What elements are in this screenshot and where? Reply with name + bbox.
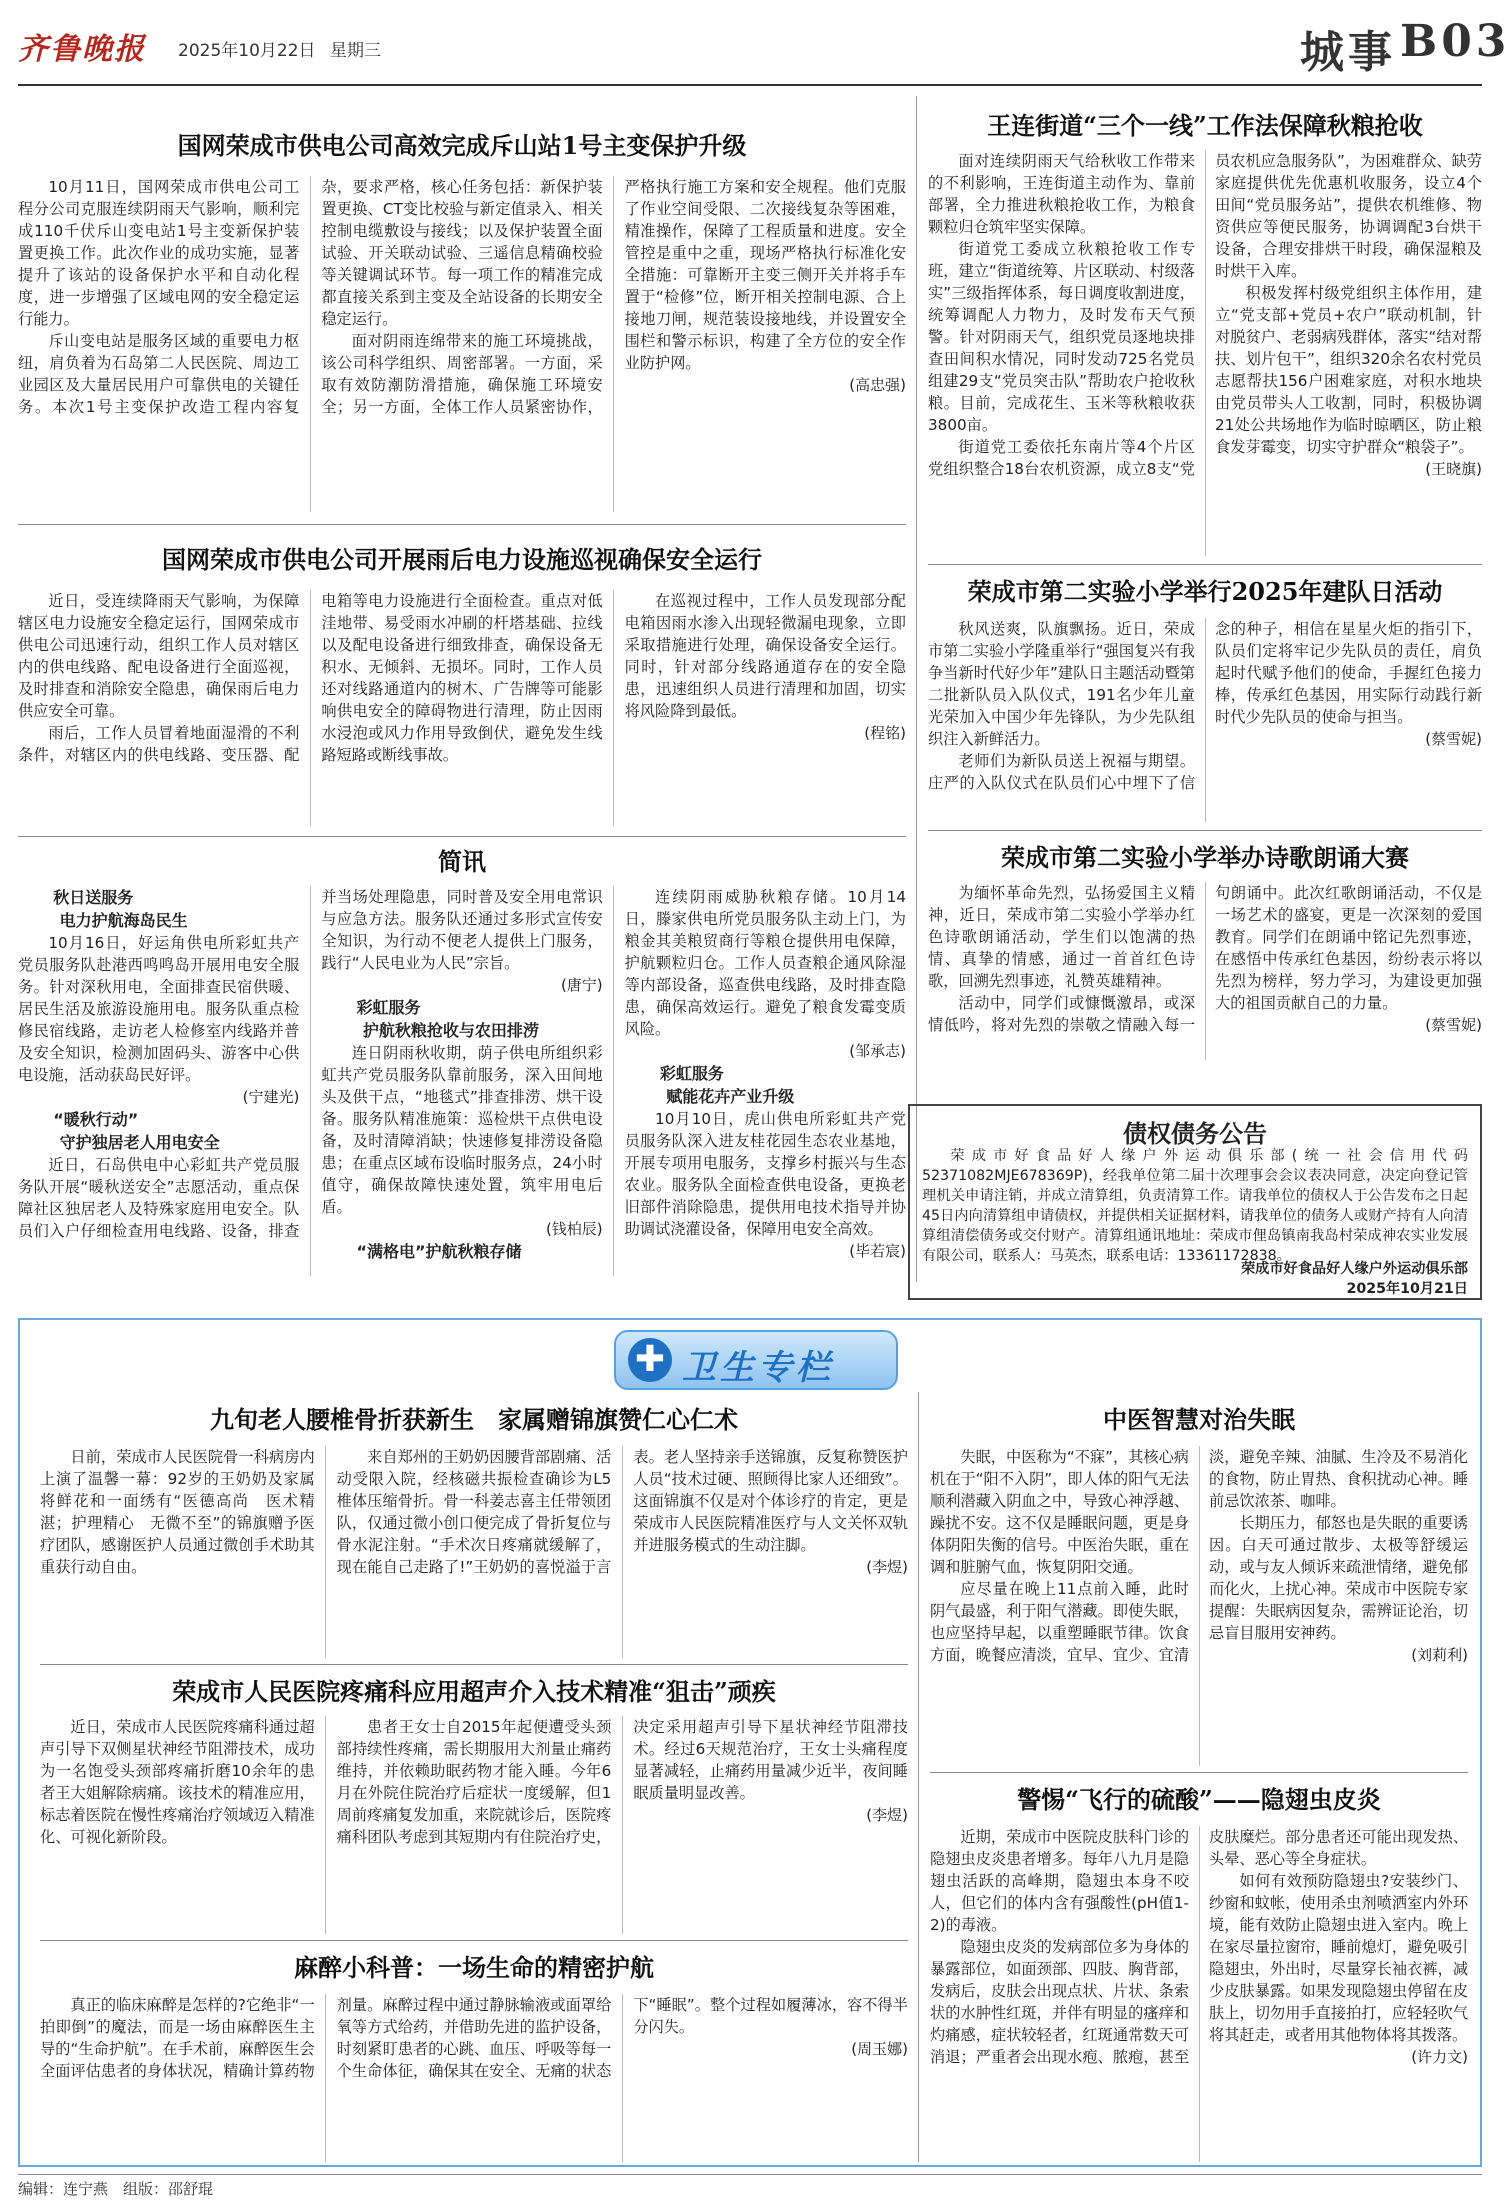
brief-heading: 彩虹服务 xyxy=(659,1064,724,1083)
divider xyxy=(40,1664,908,1665)
paragraph: 10月11日，国网荣成市供电公司工程分公司克服连续阴雨天气影响，顺利完成110千伏斥山变电站1号主变新保护装置更换工作。此次作业的成功实施，显著提升了该站的设备保护水平和自动化程度，进一步增强了区域电网的安全稳定运行能力。 xyxy=(18,178,300,328)
article-title: 王连街道“三个一线”工作法保障秋粮抢收 xyxy=(987,111,1423,140)
article-body xyxy=(930,1826,1468,2162)
brief-text: 连日阴雨秋收期，荫子供电所组织彩虹共产党员服务队靠前服务，深入田间地头及供干点，“地毯式”排查排涝、烘干设备。服务队精准施策：巡检烘干点供电设备，及时清障消缺；快速修复排涝设备隐患；在重点区域布设临时服务点，24小时值守，确保故障快速处置，筑牢用电后盾。 xyxy=(321,1044,603,1216)
divider xyxy=(40,1940,908,1941)
byline: (李煜) xyxy=(866,1558,908,1576)
masthead-rule xyxy=(18,84,1482,86)
divider xyxy=(18,836,906,837)
byline: (毕若宸) xyxy=(849,1242,906,1260)
byline: (程铭) xyxy=(864,724,906,742)
column-rule xyxy=(918,1392,919,2162)
article-team-day xyxy=(928,568,1482,824)
brief-subheading: 电力护航海岛民生 xyxy=(59,911,188,930)
paragraph: 活动中，同学们或慷慨激昂，或深情低吟，将对先烈的崇敬之情融入每一句朗诵中。此次红歌朗诵活动，不仅是一场艺术的盛宴，更是一次深刻的爱国教育。同学们在朗诵中铭记先烈事迹，在感悟中传承红色基因，纷纷表示将以先烈为榜样，努力学习，为建设更加强大的祖国贡献自己的力量。 xyxy=(928,884,1482,1034)
brief-heading: “满格电”护航秋粮存储 xyxy=(356,1242,522,1261)
brief-text: 10月10日，虎山供电所彩虹共产党员服务队深入进友桂花园生态农业基地，开展专项用电服务，支撑乡村振兴与生态农业。服务队全面检查供电设备，更换老旧部件消除隐患，提供用电技术指导并协助调试浇灌设备，保障用电安全高效。 xyxy=(624,1110,906,1238)
article-insomnia xyxy=(930,1392,1468,1768)
article-rove-beetle xyxy=(930,1776,1468,2164)
brief-heading: “暖秋行动” xyxy=(53,1110,139,1129)
paragraph: 日前，荣成市人民医院骨一科病房内上演了温馨一幕：92岁的王奶奶及家属将鲜花和一面绣有“医德高尚 医术精湛；护理精心 无微不至”的锦旗赠予医疗团队，感谢医护人员通过微创手术助其重获行动自由。 xyxy=(40,1448,315,1576)
masthead xyxy=(18,16,1510,78)
article-body xyxy=(40,1994,908,2162)
article-body xyxy=(18,176,906,512)
notice-title: 债权债务公告 xyxy=(1123,1119,1267,1148)
article-body xyxy=(928,882,1482,1060)
paragraph: 长期压力，郁怒也是失眠的重要诱因。白天可通过散步、太极等舒缓运动，或与友人倾诉来疏泄情绪，避免郁而化火，上扰心神。荣成市中医院专家提醒：失眠病因复杂，需辨证论治，切忌盲目服用安神药。 xyxy=(1209,1514,1468,1642)
byline: (周玉娜) xyxy=(851,2040,908,2058)
byline: (李煜) xyxy=(866,1806,908,1824)
article-pain-clinic xyxy=(40,1668,908,1936)
paragraph: 隐翅虫皮炎的发病部位多为身体的暴露部位，如面颈部、四肢、胸背部，发病后，皮肤会出现点状、片状、条索状的水肿性红斑，并伴有明显的瘙痒和灼痛感，症状较轻者，红斑通常数天可消退；严重者会出现水疱、脓疱，甚至皮肤糜烂。部分患者还可能出现发热、头晕、恶心等全身症状。 xyxy=(930,1828,1468,2066)
briefs-body xyxy=(18,886,906,1276)
brief-heading: 秋日送服务 xyxy=(53,888,134,907)
paragraph: 斥山变电站是服务区域的重要电力枢纽，肩负着为石岛第二人民医院、周边工业园区及大量居民用户可靠供电的关键任务。本次1号主变保护改造工程内容复杂，要求严格，核心任务包括：新保护装置更换、CT变比校验与新定值录入、相关控制电缆敷设与接线；以及保护装置全面试验、开关联动试验、三遥信息精确校验等关键调试环节。每一项工作的精准完成都直接关系到主变及全站设备的长期安全稳定运行。 xyxy=(18,178,603,416)
article-body xyxy=(40,1446,908,1658)
article-body xyxy=(928,150,1482,556)
article-title: 国网荣成市供电公司开展雨后电力设施巡视确保安全运行 xyxy=(162,545,762,574)
paragraph: 街道党工委依托东南片等4个片区党组织整合18台农机资源，成立8支“党员农机应急服务队”，为困难群众、缺劳家庭提供优先优惠机收服务，设立4个田间“党员服务站”，提供农机维修、物资供应等便民服务，协调调配3台烘干设备，合理安排烘干时段，确保湿粮及时烘干入库。 xyxy=(928,152,1482,478)
paragraph: 秋风送爽，队旗飘扬。近日，荣成市第二实验小学隆重举行“强国复兴有我 争当新时代好少年”建队日主题活动暨第二批新队员入队仪式，191名少年儿童光荣加入中国少年先锋队，为少先队组织注入新鲜活力。 xyxy=(928,620,1211,748)
article-title: 国网荣成市供电公司高效完成斥山站1号主变保护升级 xyxy=(177,131,747,160)
paragraph: 在巡视过程中，工作人员发现部分配电箱因雨水渗入出现轻微漏电现象，立即采取措施进行处理，确保设备安全运行。同时，针对部分线路通道存在的安全隐患，迅速组织人员进行清理和加固，切实将风险降到最低。 xyxy=(624,592,906,720)
brief-subheading: 赋能花卉产业升级 xyxy=(666,1087,795,1106)
health-badge xyxy=(614,1330,898,1390)
article-autumn-harvest xyxy=(928,96,1482,558)
article-substation-upgrade xyxy=(18,96,906,514)
paragraph: 为缅怀革命先烈，弘扬爱国主义精神，近日，荣成市第二实验小学举办红色诗歌朗诵活动，学生们以饱满的热情、真挚的情感，通过一首首红色诗歌，回溯先烈事迹，礼赞英雄精神。 xyxy=(928,884,1195,990)
article-elderly-fracture xyxy=(40,1392,908,1660)
byline: (邹承志) xyxy=(849,1042,906,1060)
byline: (许力文) xyxy=(1411,2048,1468,2066)
article-title: 麻醉小科普：一场生命的精密护航 xyxy=(294,1953,654,1982)
article-body xyxy=(930,1446,1468,1766)
article-anesthesia xyxy=(40,1944,908,2164)
article-title: 荣成市第二实验小学举办诗歌朗诵大赛 xyxy=(1001,843,1409,872)
notice-body xyxy=(922,1146,1468,1264)
notice-date: 2025年10月21日 xyxy=(1346,1281,1468,1297)
brief-heading: 彩虹服务 xyxy=(356,998,421,1017)
byline: (蔡雪妮) xyxy=(1425,1016,1482,1034)
paragraph: 应尽量在晚上11点前入睡，此时阴气最盛，利于阳气潜藏。即使失眠，也应坚持早起，以重塑睡眠节律。饮食方面，晚餐应清淡，宜早、宜少、宜清淡，避免辛辣、油腻、生冷及不易消化的食物，防止胃热、食积扰动心神。睡前忌饮浓茶、咖啡。 xyxy=(930,1448,1468,1664)
byline: (宁建光) xyxy=(242,1088,300,1106)
paragraph: 近日，受连续降雨天气影响，为保障辖区电力设施安全稳定运行，国网荣成市供电公司迅速行动，组织工作人员对辖区内的供电线路、配电设备进行全面巡视，及时排查和消除安全隐患，确保雨后电力供应安全可靠。 xyxy=(18,592,300,720)
paragraph: 雨后，工作人员冒着地面湿滑的不利条件，对辖区内的供电线路、变压器、配电箱等电力设施进行全面检查。重点对低洼地带、易受雨水冲刷的杆塔基础、拉线以及配电设备进行细致排查，确保设备无积水、无倾斜、无损坏。同时，工作人员还对线路通道内的树木、广告牌等可能影响供电安全的障碍物进行清理，防止因雨水浸泡或风力作用导致倒伏，避免发生线路短路或断线事故。 xyxy=(18,592,603,764)
byline: (高忠强) xyxy=(849,376,906,394)
byline: (刘莉利) xyxy=(1411,1646,1468,1664)
notice-text: 荣成市好食品好人缘户外运动俱乐部(统一社会信用代码52371082MJE678369P)，经我单位第二届十次理事会会议表决同意，决定向登记管理机关申请注销，并成立清算组，负责清算工作。请我单位的债权人于公告发布之日起45日内向清算组申请债权，并提供相关证据材料，请我单位的债务人或财产持有人向清算组清偿债务或交付财产。清算组通讯地址：荣成市俚岛镇南我岛村荣成神农实业发展有限公司，联系人：马英杰，联系电话：13361172838。 xyxy=(922,1148,1468,1264)
brief-subheading: 护航秋粮抢收与农田排涝 xyxy=(362,1021,539,1040)
paragraph: 老师们为新队员送上祝福与期望。庄严的入队仪式在队员们心中埋下了信念的种子，相信在星星火炬的指引下，队员们定将牢记少先队员的责任，肩负起时代赋予他们的使命，手握红色接力棒，传承红色基因，用实际行动践行新时代少先队员的使命与担当。 xyxy=(928,620,1482,792)
issue-date: 2025年10月22日 xyxy=(178,41,316,61)
divider xyxy=(18,524,906,525)
paragraph: 面对连续阴雨天气给秋收工作带来的不利影响，王连街道主动作为、靠前部署，全力推进秋粮抢收工作，为粮食颗粒归仓筑牢坚实保障。 xyxy=(928,152,1195,236)
briefs-title: 简讯 xyxy=(438,847,486,876)
byline: (钱柏辰) xyxy=(545,1220,603,1238)
byline: (蔡雪妮) xyxy=(1425,730,1482,748)
brief-subheading: 守护独居老人用电安全 xyxy=(59,1133,220,1152)
brief-text: 10月16日，好运角供电所彩虹共产党员服务队赴港西鸣鸣岛开展用电安全服务。针对深秋用电，全面排查民宿供暖、居民生活及旅游设施用电。服务队重点检修民宿线路，走访老人检修室内线路并普及安全知识，检测加固码头、游客中心供电设施，活动获岛民好评。 xyxy=(18,934,300,1084)
newspaper-logo: 齐鲁晚报 xyxy=(18,32,146,67)
health-badge-label: 卫生专栏 xyxy=(682,1348,834,1388)
article-title: 九旬老人腰椎骨折获新生 家属赠锦旗赞仁心仁术 xyxy=(210,1405,738,1434)
news-briefs xyxy=(18,842,906,1278)
medical-cross-icon: ✚ xyxy=(628,1338,672,1382)
section-name: 城事 xyxy=(1300,27,1396,78)
paragraph: 积极发挥村级党组织主体作用，建立“党支部+党员+农户”联动机制，针对脱贫户、老弱病残群体，落实“结对帮扶、划片包干”，组织320余名农村党员志愿帮扶156户困难家庭，对积水地块由党员带头人工收割，同时，积极协调21处公共场地作为临时晾晒区，防止粮食发芽霉变，切实守护群众“粮袋子”。 xyxy=(1215,284,1482,456)
paragraph: 来自郑州的王奶奶因腰背部剧痛、活动受限入院，经核磁共振检查确诊为L5椎体压缩骨折。骨一科姜志喜主任带领团队，仅通过微小创口便完成了骨折复位与骨水泥注射。“手术次日疼痛就缓解了，现在能自己走路了!”王奶奶的喜悦溢于言表。老人坚持亲手送锦旗，反复称赞医护人员“技术过硬、照顾得比家人还细致”。这面锦旗不仅是对个体诊疗的肯定，更是荣成市人民医院精准医疗与人文关怀双轨并进服务模式的生动注脚。 xyxy=(336,1448,908,1576)
byline: (王晓旗) xyxy=(1425,460,1482,478)
article-body xyxy=(40,1716,908,1934)
divider xyxy=(930,1772,1468,1773)
brief-text: 连续阴雨威胁秋粮存储。10月14日，滕家供电所党员服务队主动上门，为粮金其美粮贸商行等粮仓提供用电保障，护航颗粒归仓。工作人员查粮企通风除湿等内部设备，巡查供电线路，及时排查隐患，确保高效运行。避免了粮食发霉变质风险。 xyxy=(624,888,906,1038)
article-title: 警惕“飞行的硫酸”——隐翅虫皮炎 xyxy=(1017,1785,1381,1814)
paragraph: 如何有效预防隐翅虫?安装纱门、纱窗和蚊帐，使用杀虫剂喷洒室内外环境，能有效防止隐翅虫进入室内。晚上在家尽量拉窗帘，睡前熄灯，避免吸引隐翅虫，外出时，尽量穿长袖衣裤，减少皮肤暴露。如果发现隐翅虫停留在皮肤上，切勿用手直接拍打，应轻轻吹气将其赶走，或者用其他物体将其拨落。 xyxy=(1209,1872,1468,2044)
article-poetry-contest xyxy=(928,834,1482,1062)
paragraph: 真正的临床麻醉是怎样的?它绝非“一拍即倒”的魔法，而是一场由麻醉医生主导的“生命护航”。在手术前，麻醉医生会全面评估患者的身体状况，精确计算药物剂量。麻醉过程中通过静脉输液或面罩给氧等方式给药，并借助先进的监护设备，时刻紧盯患者的心跳、血压、呼吸等每一个生命体征，确保其在安全、无痛的状态下“睡眠”。整个过程如履薄冰，容不得半分闪失。 xyxy=(40,1996,908,2080)
page-number: B03 xyxy=(1400,16,1510,67)
article-body xyxy=(18,590,906,826)
divider xyxy=(928,830,1482,831)
byline: (唐宁) xyxy=(560,976,603,994)
footer-rule xyxy=(18,2174,1482,2175)
article-title: 中医智慧对治失眠 xyxy=(1103,1405,1295,1434)
brief-text: 近日，石岛供电中心彩虹共产党员服务队开展“暖秋送安全”志愿活动，重点保障社区独居老人及特殊家庭用电安全。队员们入户仔细检查用电线路、设备，排查并当场处理隐患，同时普及安全用电常识与应急方法。服务队还通过多形式宣传安全知识，为行动不便老人提供上门服务，践行“人民电业为人民”宗旨。 xyxy=(18,888,603,1240)
article-rain-inspection xyxy=(18,530,906,830)
editor-credit: 编辑：连宁燕 组版：邵舒琨 xyxy=(18,2180,214,2198)
divider xyxy=(928,564,1482,565)
paragraph: 近日，荣成市人民医院疼痛科通过超声引导下双侧星状神经节阻滞技术，成功为一名饱受头颈部疼痛折磨10余年的患者王大姐解除病痛。该技术的精准应用，标志着医院在慢性疼痛治疗领域迈入精准化、可视化新阶段。 xyxy=(40,1718,315,1846)
paragraph: 面对阴雨连绵带来的施工环境挑战，该公司科学组织、周密部署。一方面，采取有效防潮防滑措施，确保施工环境安全；另一方面，全体工作人员紧密协作，严格执行施工方案和安全规程。他们克服了作业空间受限、二次接线复杂等困难，精准操作，保障了工程质量和进度。安全管控是重中之重，现场严格执行标准化安全措施：可靠断开主变三侧开关并将手车置于“检修”位，断开相关控制电源、合上接地刀闸，规范装设接地线，并设置安全围栏和警示标识，构建了全方位的安全作业防护网。 xyxy=(321,178,906,416)
health-column xyxy=(18,1318,1482,2167)
paragraph: 失眠，中医称为“不寐”，其核心病机在于“阳不入阴”，即人体的阳气无法顺利潜藏入阴血之中，导致心神浮越、躁扰不安。这不仅是睡眠问题，更是身体阴阳失衡的信号。中医治失眠，重在调和脏腑气血，恢复阴阳交通。 xyxy=(930,1448,1189,1576)
paragraph: 近期，荣成市中医院皮肤科门诊的隐翅虫皮炎患者增多。每年八九月是隐翅虫活跃的高峰期，隐翅虫本身不咬人，但它们的体内含有强酸性(pH值1-2)的毒液。 xyxy=(930,1828,1189,1934)
article-title: 荣成市人民医院疼痛科应用超声介入技术精准“狙击”顽疾 xyxy=(172,1677,776,1706)
article-title: 荣成市第二实验小学举行2025年建队日活动 xyxy=(967,577,1443,606)
paragraph: 患者王女士自2015年起便遭受头颈部持续性疼痛，需长期服用大剂量止痛药维持，并依赖助眠药物才能入睡。今年6月在外院住院治疗后症状一度缓解，但1周前疼痛复发加重，来院就诊后，医院疼痛科团队考虑到其短期内有住院治疗史，决定采用超声引导下星状神经节阻滞技术。经过6天规范治疗，王女士头痛程度显著减轻，止痛药用量减少近半，夜间睡眠质量明显改善。 xyxy=(336,1718,908,1846)
paragraph: 街道党工委成立秋粮抢收工作专班，建立“街道统筹、片区联动、村级落实”三级指挥体系，每日调度收割进度，统筹调配人力物力，及时发布天气预警。针对阴雨天气，组织党员逐地块排查田间积水情况，同时发动725名党员组建29支“党员突击队”帮助农户抢收秋粮。目前，完成花生、玉米等秋粮收获3800亩。 xyxy=(928,240,1195,434)
issue-weekday: 星期三 xyxy=(330,41,381,61)
article-body xyxy=(928,618,1482,822)
debt-notice xyxy=(908,1104,1482,1300)
notice-signer: 荣成市好食品好人缘户外运动俱乐部 xyxy=(1240,1261,1468,1277)
